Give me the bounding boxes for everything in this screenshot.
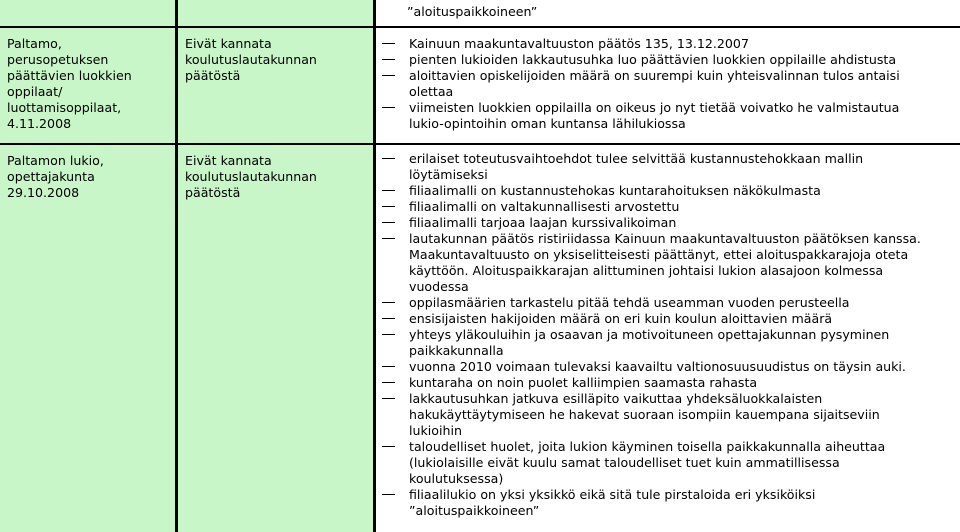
row1-submitter: Paltamo, perusopetuksen päättävien luokkien oppilaat/ luottamisoppilaat, 4.11.2008: [7, 36, 132, 131]
dash-bullet-icon: [382, 107, 395, 108]
table-divider-vertical: [175, 0, 178, 532]
list-item: [376, 215, 960, 231]
list-item-line: filiaalilukio on yksi yksikkö eikä sitä tule pirstaloida eri yksiköiksi: [409, 487, 816, 502]
list-item-line: löytämiseksi: [409, 167, 488, 182]
list-item-line: yhteys yläkouluihin ja osaavan ja motivoituneen opettajakunnan pysyminen: [409, 327, 890, 342]
list-item-line: lukio-opintoihin oman kuntansa lähilukiossa: [409, 116, 686, 131]
list-item: [376, 199, 960, 215]
list-item-line: kuntaraha on noin puolet kalliimpien saamasta rahasta: [409, 375, 758, 390]
list-item: [376, 327, 960, 359]
row1-argument-list: [376, 36, 960, 132]
list-item: [376, 391, 960, 439]
list-item-line: lautakunnan päätös ristiriidassa Kainuun maakuntavaltuuston päätöksen kanssa.: [409, 231, 921, 246]
dash-bullet-icon: [382, 59, 395, 60]
list-item-line: Maakuntavaltuusto on yksiselitteisesti päättänyt, ettei aloituspakkarajoja oteta: [409, 247, 909, 262]
list-item-line: taloudelliset huolet, joita lukion käyminen toisella paikkakunnalla aiheuttaa: [409, 439, 886, 454]
list-item-line: käyttöön. Aloituspaikkarajan alittuminen johtaisi lukion alasajoon kolmessa: [409, 263, 884, 278]
dash-bullet-icon: [382, 398, 395, 399]
dash-bullet-icon: [382, 238, 395, 239]
list-item-line: vuonna 2010 voimaan tulevaksi kaavailtu valtionosuusuudistus on täysin auki.: [409, 359, 906, 374]
row1-submitter-cell: [0, 28, 175, 143]
row2-arguments-cell: [376, 145, 960, 532]
list-item: [376, 375, 960, 391]
dash-bullet-icon: [382, 382, 395, 383]
list-item-line: ensisijaisten hakijoiden määrä on eri kuin koulun aloittavien määrä: [409, 311, 833, 326]
top-row-text: ”aloituspaikkoineen”: [407, 4, 538, 19]
list-item-line: filiaalimalli tarjoaa laajan kurssivalikoiman: [409, 215, 677, 230]
dash-bullet-icon: [382, 222, 395, 223]
dash-bullet-icon: [382, 206, 395, 207]
list-item-line: erilaiset toteutusvaihtoehdot tulee selvittää kustannustehokkaan mallin: [409, 151, 864, 166]
list-item-line: koulutuksessa): [409, 471, 504, 486]
list-item-line: hakukäyttäytymiseen he hakevat suoraan isompiin kauempana sijaitseviin: [409, 407, 880, 422]
list-item-line: pienten lukioiden lakkautusuhka luo päättävien luokkien oppilaille ahdistusta: [409, 52, 897, 67]
dash-bullet-icon: [382, 446, 395, 447]
row2-argument-list: [376, 151, 960, 519]
list-item: [376, 183, 960, 199]
list-item-line: vuodessa: [409, 279, 469, 294]
table-divider-horizontal: [0, 26, 960, 28]
dash-bullet-icon: [382, 158, 395, 159]
row1-stance-cell: [178, 28, 373, 143]
dash-bullet-icon: [382, 75, 395, 76]
row2-stance: Eivät kannata koulutuslautakunnan päätöstä: [185, 153, 317, 200]
top-row-col2: [178, 0, 373, 26]
list-item: [376, 359, 960, 375]
dash-bullet-icon: [382, 494, 395, 495]
dash-bullet-icon: [382, 366, 395, 367]
list-item-line: (lukiolaisille eivät kuulu samat taloudelliset tuet kuin ammatillisessa: [409, 455, 840, 470]
list-item-line: paikkakunnalla: [409, 343, 504, 358]
list-item: [376, 151, 960, 183]
row2-submitter-cell: [0, 145, 175, 532]
list-item: [376, 231, 960, 295]
list-item: [376, 68, 960, 100]
table-divider-horizontal: [0, 143, 960, 145]
dash-bullet-icon: [382, 334, 395, 335]
list-item-line: filiaalimalli on valtakunnallisesti arvostettu: [409, 199, 680, 214]
row1-stance: Eivät kannata koulutuslautakunnan päätöstä: [185, 36, 317, 83]
top-row-col3: [376, 0, 960, 26]
dash-bullet-icon: [382, 190, 395, 191]
list-item-line: lukioihin: [409, 423, 462, 438]
list-item-line: lakkautusuhkan jatkuva esilläpito vaikuttaa yhdeksäluokkalaisten: [409, 391, 823, 406]
row2-submitter: Paltamon lukio, opettajakunta 29.10.2008: [7, 153, 104, 200]
list-item-line: ”aloituspaikkoineen”: [409, 503, 540, 518]
list-item: [376, 100, 960, 132]
dash-bullet-icon: [382, 43, 395, 44]
list-item: [376, 311, 960, 327]
top-row-col1: [0, 0, 175, 26]
dash-bullet-icon: [382, 302, 395, 303]
list-item-line: aloittavien opiskelijoiden määrä on suurempi kuin yhteisvalinnan tulos antaisi: [409, 68, 900, 83]
list-item-line: olettaa: [409, 84, 454, 99]
list-item-line: Kainuun maakuntavaltuuston päätös 135, 13.12.2007: [409, 36, 749, 51]
list-item: [376, 52, 960, 68]
list-item-line: filiaalimalli on kustannustehokas kuntarahoituksen näkökulmasta: [409, 183, 821, 198]
list-item: [376, 295, 960, 311]
list-item: [376, 36, 960, 52]
list-item: [376, 439, 960, 487]
list-item: [376, 487, 960, 519]
row2-stance-cell: [178, 145, 373, 532]
list-item-line: oppilasmäärien tarkastelu pitää tehdä useamman vuoden perusteella: [409, 295, 850, 310]
list-item-line: viimeisten luokkien oppilailla on oikeus jo nyt tietää voivatko he valmistautua: [409, 100, 900, 115]
dash-bullet-icon: [382, 318, 395, 319]
table-divider-vertical: [373, 0, 376, 532]
row1-arguments-cell: [376, 28, 960, 143]
